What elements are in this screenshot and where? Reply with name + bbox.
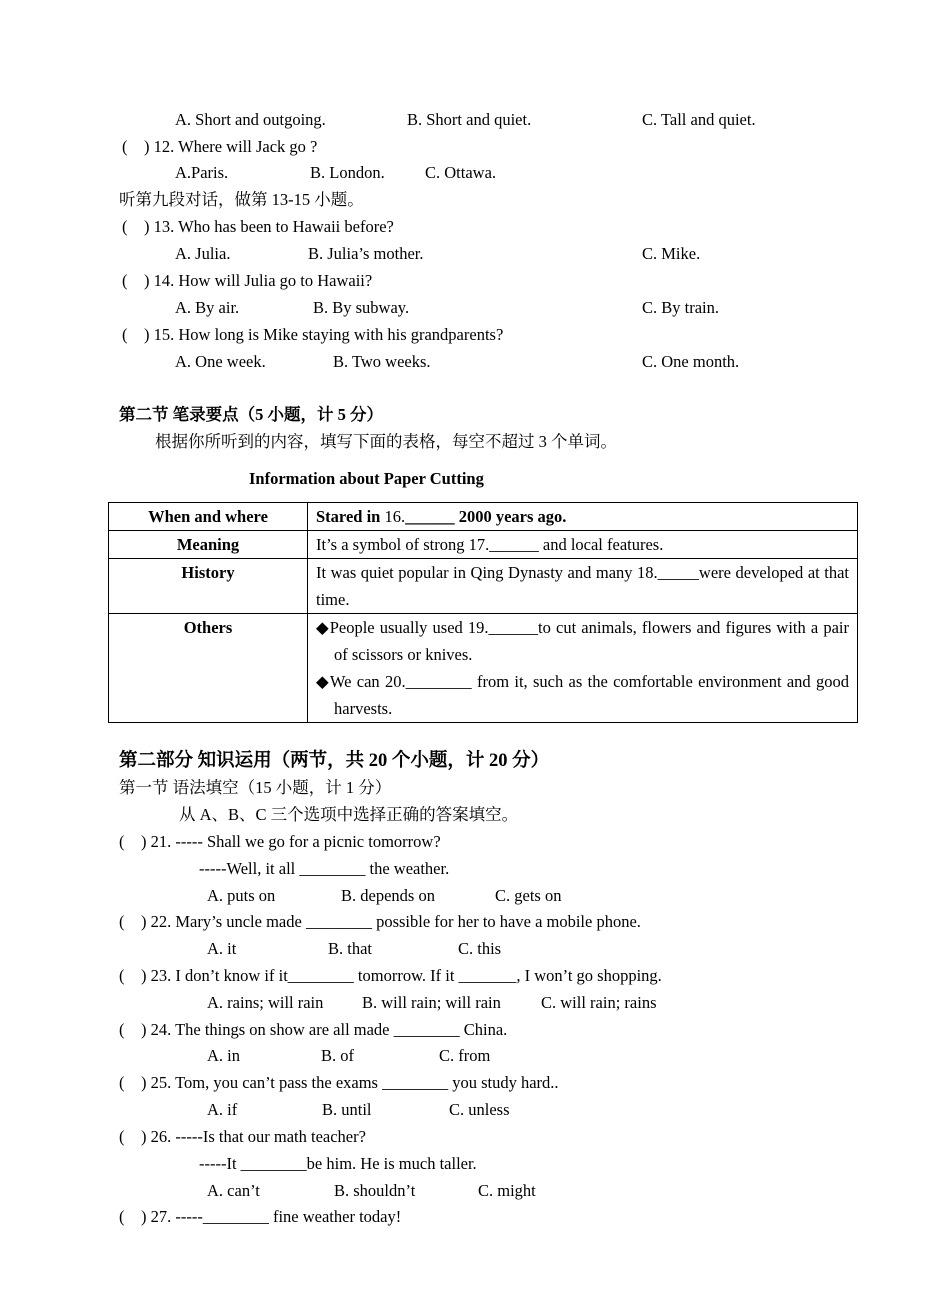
table-value-when (308, 503, 858, 531)
q21-option-a: A. puts on (207, 886, 276, 905)
others-bullet-1: ◆People usually used 19.______to cut animals, flowers and figures with a pair of scissors or knives. (316, 618, 849, 664)
paper-cutting-table (108, 502, 858, 723)
q13-question: ( ) 13. Who has been to Hawaii before? (122, 217, 394, 236)
table-value-when-number: 16. (384, 507, 406, 526)
table-value-meaning: It’s a symbol of strong 17.______ and local features. (308, 531, 858, 559)
q13-option-b: B. Julia’s mother. (308, 244, 424, 263)
table-row-when (109, 503, 858, 531)
table-key-meaning: Meaning (109, 531, 308, 559)
q11-option-b: B. Short and quiet. (407, 110, 532, 129)
part2-sec1-instruction: 从 A、B、C 三个选项中选择正确的答案填空。 (179, 805, 519, 824)
q14-option-a: A. By air. (175, 298, 240, 317)
q15-option-c: C. One month. (642, 352, 740, 371)
q22-option-b: B. that (328, 939, 372, 958)
q23-option-a: A. rains; will rain (207, 993, 324, 1012)
table-row-meaning (109, 531, 858, 559)
q24-question: ( ) 24. The things on show are all made ________ China. (119, 1020, 508, 1039)
q12-option-b: B. London. (310, 163, 385, 182)
q15-option-a: A. One week. (175, 352, 266, 371)
section2-instruction: 根据你所听到的内容，填写下面的表格，每空不超过 3 个单词。 (155, 432, 617, 451)
table-title: Information about Paper Cutting (249, 469, 484, 488)
table-value-when-prefix: Stared in (316, 507, 385, 526)
q21-answer-line: -----Well, it all ________ the weather. (199, 859, 450, 878)
table-key-others: Others (109, 614, 308, 723)
q26-option-c: C. might (478, 1181, 536, 1200)
q22-option-c: C. this (458, 939, 502, 958)
q12-option-c: C. Ottawa. (425, 163, 497, 182)
q24-option-c: C. from (439, 1046, 491, 1065)
others-bullet-2: ◆We can 20.________ from it, such as the comfortable environment and good harvests. (316, 672, 849, 718)
q26-option-b: B. shouldn’t (334, 1181, 416, 1200)
q23-option-b: B. will rain; will rain (362, 993, 501, 1012)
part2-title: 第二部分 知识运用（两节，共 20 个小题，计 20 分） (119, 751, 550, 771)
section2-title: 第二节 笔录要点（5 小题，计 5 分） (119, 405, 383, 424)
q27-question: ( ) 27. -----________ fine weather today! (119, 1207, 402, 1226)
q14-option-b: B. By subway. (313, 298, 410, 317)
table-key-history: History (109, 559, 308, 614)
q14-option-c: C. By train. (642, 298, 719, 317)
q21-question: ( ) 21. ----- Shall we go for a picnic tomorrow? (119, 832, 441, 851)
q26-option-a: A. can’t (207, 1181, 260, 1200)
table-row-history (109, 559, 858, 614)
q24-option-a: A. in (207, 1046, 240, 1065)
q26-answer-line: -----It ________be him. He is much taller. (199, 1154, 477, 1173)
q24-option-b: B. of (321, 1046, 354, 1065)
q21-option-b: B. depends on (341, 886, 435, 905)
table-value-when-suffix: ______ 2000 years ago. (405, 507, 567, 526)
q13-option-a: A. Julia. (175, 244, 231, 263)
q23-question: ( ) 23. I don’t know if it________ tomorrow. If it _______, I won’t go shopping. (119, 966, 662, 985)
q11-option-a: A. Short and outgoing. (175, 110, 326, 129)
q25-option-c: C. unless (449, 1100, 510, 1119)
q25-option-a: A. if (207, 1100, 238, 1119)
part2-sec1-title: 第一节 语法填空（15 小题，计 1 分） (119, 778, 392, 797)
q15-question: ( ) 15. How long is Mike staying with his grandparents? (122, 325, 504, 344)
dialog9-instruction: 听第九段对话，做第 13-15 小题。 (119, 190, 364, 209)
q15-option-b: B. Two weeks. (333, 352, 431, 371)
q21-option-c: C. gets on (495, 886, 562, 905)
table-key-when: When and where (109, 503, 308, 531)
q25-question: ( ) 25. Tom, you can’t pass the exams ________ you study hard.. (119, 1073, 559, 1092)
q11-option-c: C. Tall and quiet. (642, 110, 756, 129)
table-value-history: It was quiet popular in Qing Dynasty and many 18._____were developed at that time. (308, 559, 858, 614)
q25-option-b: B. until (322, 1100, 372, 1119)
q22-option-a: A. it (207, 939, 237, 958)
table-row-others (109, 614, 858, 723)
q14-question: ( ) 14. How will Julia go to Hawaii? (122, 271, 373, 290)
q13-option-c: C. Mike. (642, 244, 701, 263)
table-value-others (308, 614, 858, 723)
q12-question: ( ) 12. Where will Jack go ? (122, 137, 318, 156)
q12-option-a: A.Paris. (175, 163, 229, 182)
q26-question: ( ) 26. -----Is that our math teacher? (119, 1127, 366, 1146)
q23-option-c: C. will rain; rains (541, 993, 657, 1012)
q22-question: ( ) 22. Mary’s uncle made ________ possible for her to have a mobile phone. (119, 912, 641, 931)
